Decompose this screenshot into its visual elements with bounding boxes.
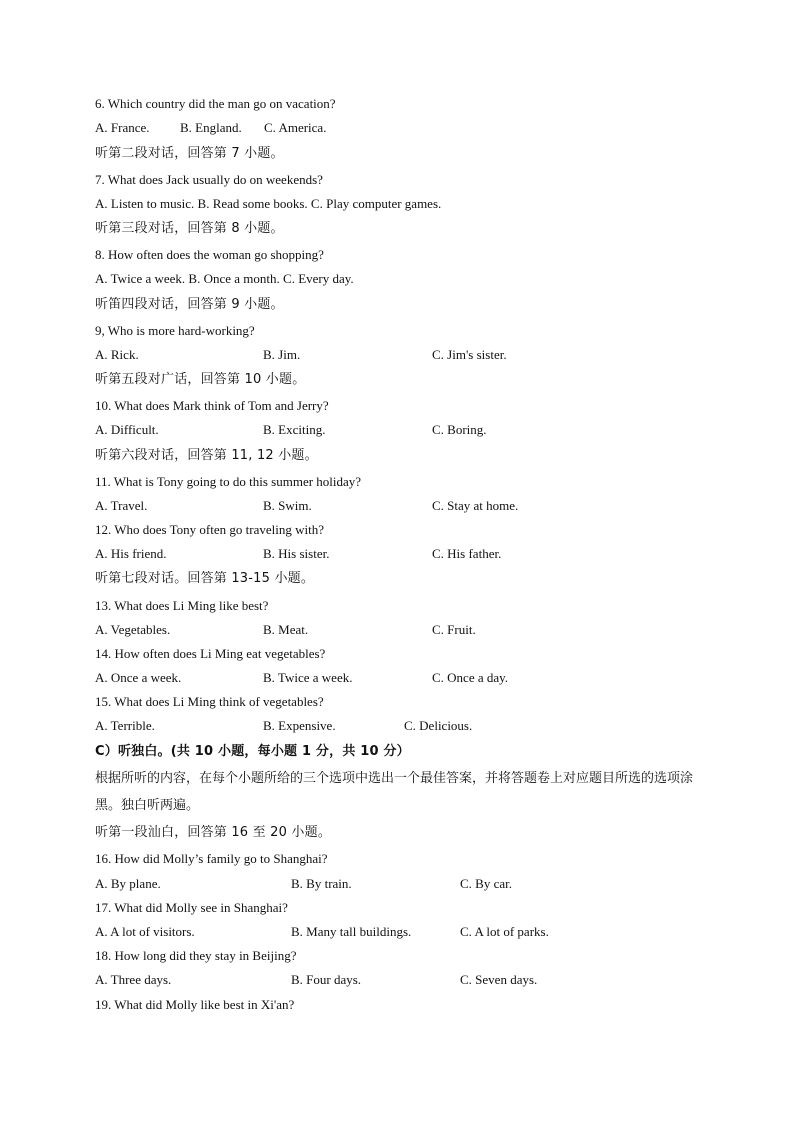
q14-option-c: C. Once a day. [432,670,509,685]
question-15: 15. What does Li Ming think of vegetables? [95,694,324,709]
question-8: 8. How often does the woman go shopping? [95,247,324,262]
q9-option-a: A. Rick. [95,347,139,362]
question-9: 9, Who is more hard-working? [95,323,255,338]
q11-option-a: A. Travel. [95,498,148,513]
direction-dialogue-3: 听第三段对话，回答第 8 小题。 [95,221,284,236]
q14-option-a: A. Once a week. [95,670,182,685]
q10-option-c: C. Boring. [432,422,487,437]
q15-option-a: A. Terrible. [95,718,155,733]
q11-option-c: C. Stay at home. [432,498,519,513]
q15-option-b: B. Expensive. [263,718,336,733]
direction-dialogue-2: 听第二段对话，回答第 7 小题。 [95,146,284,161]
question-10: 10. What does Mark think of Tom and Jerry? [95,398,329,413]
q18-option-c: C. Seven days. [460,972,538,987]
direction-dialogue-4: 听笛四段对话，回答第 9 小题。 [95,297,284,312]
direction-dialogue-6: 听第六段对话，回答第 11, 12 小题。 [95,448,318,463]
q13-option-a: A. Vegetables. [95,622,171,637]
question-17: 17. What did Molly see in Shanghai? [95,900,288,915]
q18-option-b: B. Four days. [291,972,362,987]
q16-option-a: A. By plane. [95,876,161,891]
question-13: 13. What does Li Ming like best? [95,598,269,613]
q10-option-a: A. Difficult. [95,422,159,437]
q17-option-c: C. A lot of parks. [460,924,549,939]
q10-option-b: B. Exciting. [263,422,326,437]
question-19: 19. What did Molly like best in Xi'an? [95,997,295,1012]
q17-option-b: B. Many tall buildings. [291,924,412,939]
q8-options: A. Twice a week. B. Once a month. C. Every day. [95,271,354,286]
q6-option-c: C. America. [264,120,327,135]
question-18: 18. How long did they stay in Beijing? [95,948,297,963]
q12-option-b: B. His sister. [263,546,330,561]
q6-option-b: B. England. [180,120,242,135]
q9-option-b: B. Jim. [263,347,301,362]
q6-option-a: A. France. [95,120,150,135]
question-14: 14. How often does Li Ming eat vegetables? [95,646,326,661]
question-7: 7. What does Jack usually do on weekends? [95,172,323,187]
q16-option-b: B. By train. [291,876,352,891]
q12-option-a: A. His friend. [95,546,167,561]
q12-option-c: C. His father. [432,546,502,561]
direction-dialogue-5: 听第五段对广话，回答第 10 小题。 [95,372,306,387]
q13-option-b: B. Meat. [263,622,309,637]
q15-option-c: C. Delicious. [404,718,473,733]
direction-dialogue-7: 听第七段对话。回答第 13-15 小题。 [95,571,315,586]
question-6: 6. Which country did the man go on vacation? [95,96,336,111]
question-16: 16. How did Molly’s family go to Shanghai? [95,851,328,866]
section-c-heading: C）听独白。(共 10 小题，每小题 1 分，共 10 分） [95,744,410,759]
q11-option-b: B. Swim. [263,498,312,513]
q13-option-c: C. Fruit. [432,622,476,637]
q9-option-c: C. Jim's sister. [432,347,507,362]
direction-monologue-1: 听第一段汕白，回答第 16 至 20 小题。 [95,825,332,840]
question-12: 12. Who does Tony often go traveling with? [95,522,324,537]
q16-option-c: C. By car. [460,876,512,891]
q14-option-b: B. Twice a week. [263,670,353,685]
section-c-instruction: 根据所听的内容，在每个小题所给的三个选项中选出一个最佳答案，并将答题卷上对应题目所选的选项涂黑。独白听两遍。 [95,771,694,813]
q18-option-a: A. Three days. [95,972,172,987]
q17-option-a: A. A lot of visitors. [95,924,195,939]
question-11: 11. What is Tony going to do this summer holiday? [95,474,362,489]
q7-options: A. Listen to music. B. Read some books. C. Play computer games. [95,196,442,211]
